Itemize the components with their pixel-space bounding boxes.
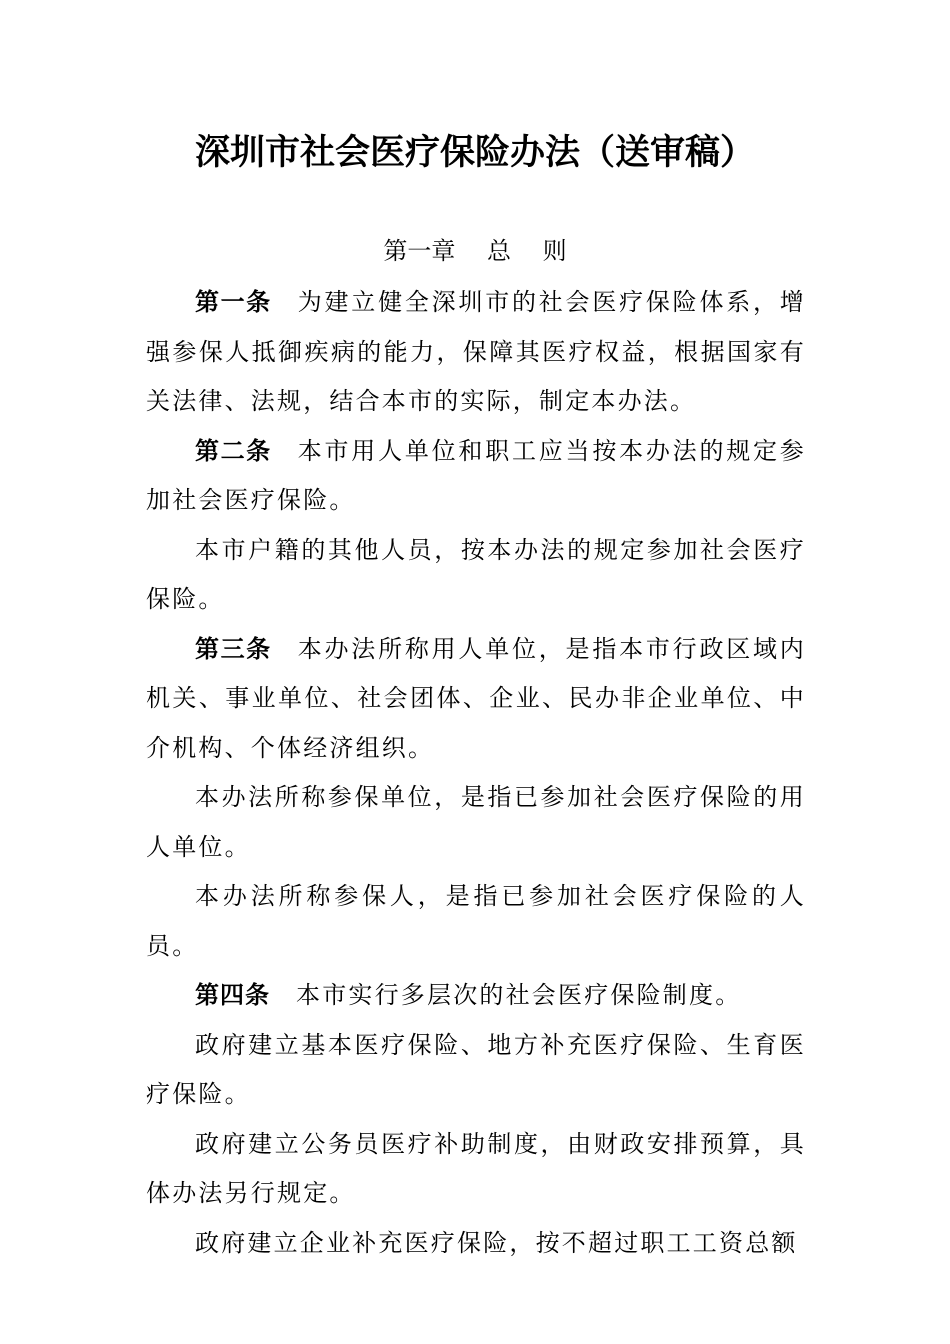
paragraph (146, 872, 806, 971)
paragraph-text: 为建立健全深圳市的社会医疗保险体系，增强参保人抵御疾病的能力，保障其医疗权益，根据国家有关法律、法规，结合本市的实际，制定本办法。 (146, 288, 806, 415)
article-number: 第二条 (195, 436, 272, 465)
paragraph-text: 本市用人单位和职工应当按本办法的规定参加社会医疗保险。 (146, 436, 806, 514)
chapter-heading: 第一章 总 则 (383, 237, 567, 265)
paragraph-text: 本市实行多层次的社会医疗保险制度。 (296, 981, 742, 1009)
article-number: 第三条 (195, 634, 272, 663)
document-title: 深圳市社会医疗保险办法（送审稿） (194, 133, 755, 173)
paragraph-article-3 (146, 625, 806, 774)
paragraph-article-4 (146, 971, 806, 1021)
paragraph (146, 773, 806, 872)
paragraph-text: 政府建立企业补充医疗保险，按不超过职工工资总额 (195, 1228, 798, 1257)
article-number: 第四条 (195, 981, 270, 1009)
paragraph (146, 526, 806, 625)
article-number: 第一条 (195, 288, 272, 316)
paragraph (146, 1021, 806, 1120)
paragraph-article-2 (146, 427, 806, 526)
paragraph-article-1 (146, 278, 806, 427)
paragraph-text: 本市户籍的其他人员，按本办法的规定参加社会医疗保险。 (146, 535, 806, 613)
paragraph-text: 政府建立公务员医疗补助制度，由财政安排预算，具体办法另行规定。 (146, 1129, 806, 1207)
paragraph-text: 政府建立基本医疗保险、地方补充医疗保险、生育医疗保险。 (146, 1030, 806, 1108)
document-body (146, 278, 806, 1268)
paragraph-text: 本办法所称用人单位，是指本市行政区域内机关、事业单位、社会团体、企业、民办非企业单位、中介机构、个体经济组织。 (146, 634, 806, 762)
paragraph (146, 1219, 806, 1269)
paragraph-text: 本办法所称参保人，是指已参加社会医疗保险的人员。 (146, 882, 806, 960)
paragraph (146, 1120, 806, 1219)
paragraph-text: 本办法所称参保单位，是指已参加社会医疗保险的用人单位。 (146, 783, 806, 861)
